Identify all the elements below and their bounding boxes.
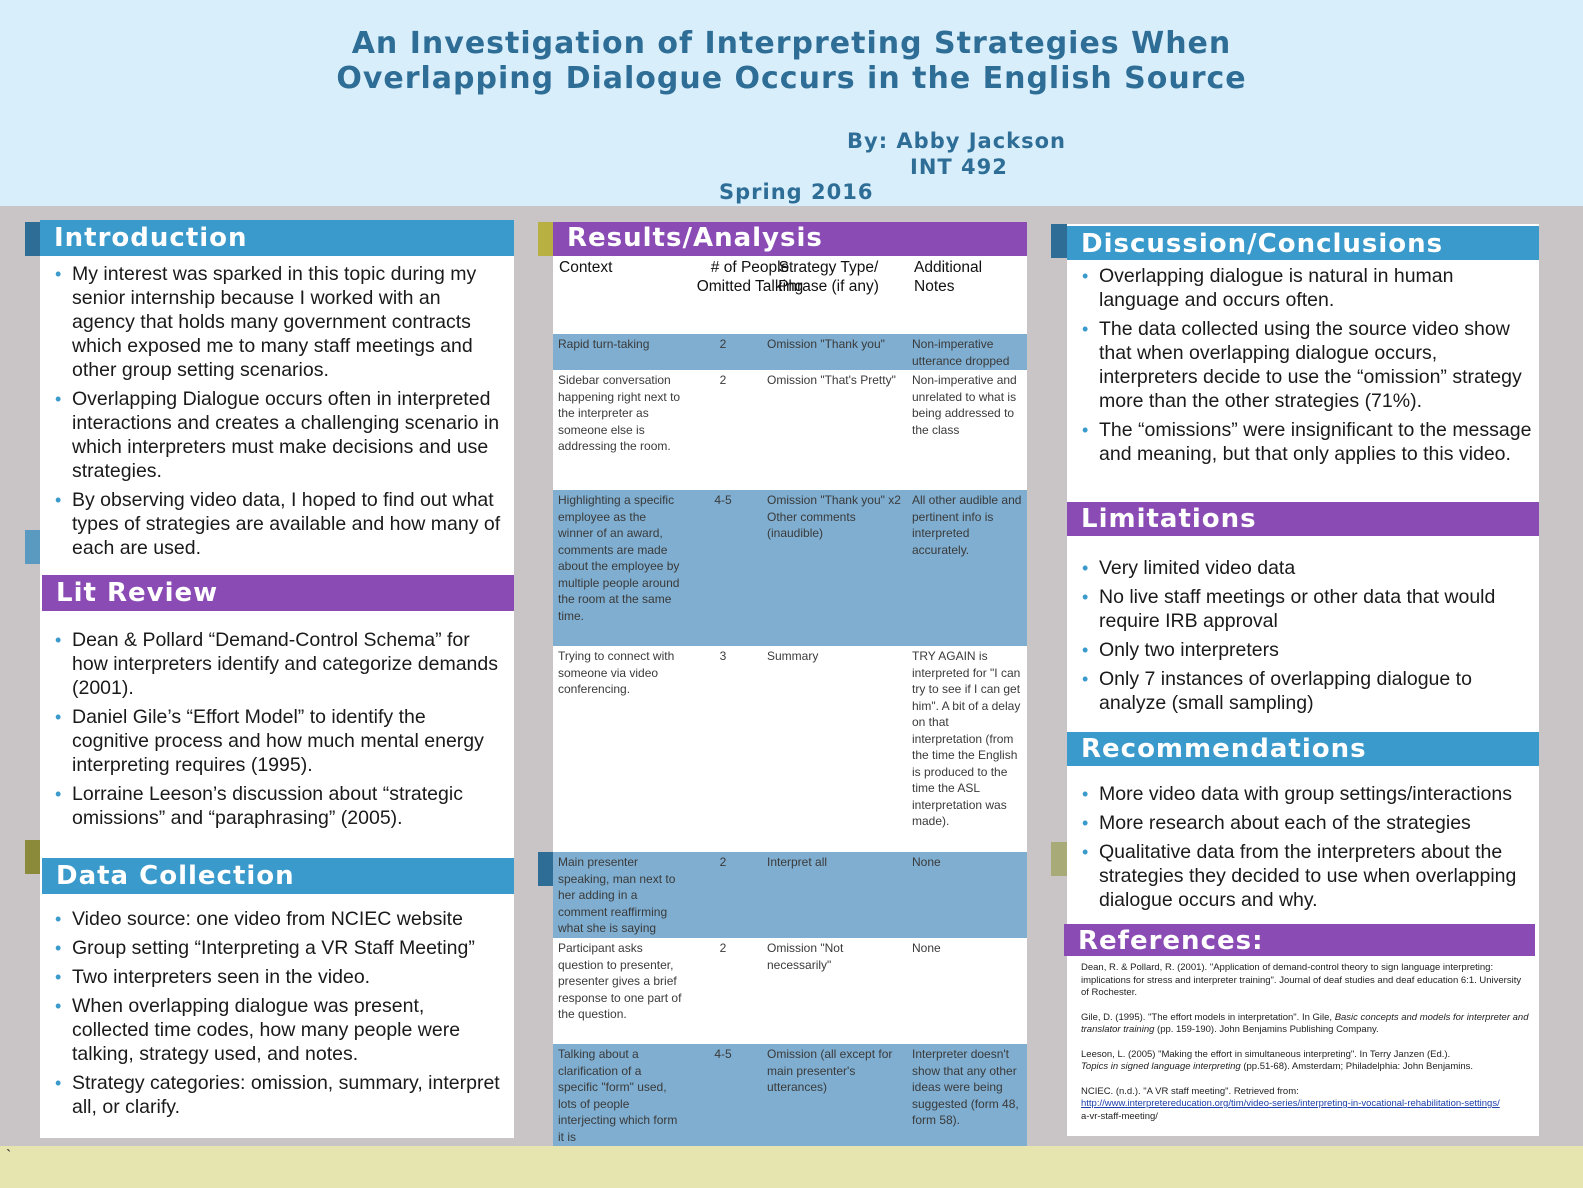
references-heading: References: <box>1064 924 1535 956</box>
recs-accent <box>1051 842 1067 876</box>
list-item: • Very limited video data <box>1069 556 1533 580</box>
recommendations-list <box>1069 782 1533 917</box>
cell-strategy: Omission "Not necessarily" <box>767 941 844 972</box>
cell-context: Main presenter speaking, man next to her adding in a comment reaffirming what she is saying <box>558 855 676 935</box>
table-row <box>553 490 1027 646</box>
data-collection-list <box>42 907 502 1124</box>
col-header-strategy: Strategy Type/ Phrase (if any) <box>778 259 879 295</box>
cell-people: 2 <box>719 941 727 955</box>
poster-footer <box>0 1146 1583 1188</box>
cell-people: 2 <box>719 855 727 869</box>
reference-2: Gile, D. (1995). "The effort models in interpretation". In Gile, Basic concepts and models for interpreter and translator training (pp. 159-190). John Benjamins Publishing Company. <box>1081 1011 1529 1035</box>
discussion-accent <box>1051 224 1067 258</box>
table-row <box>553 1044 1027 1148</box>
table-row <box>553 334 1027 370</box>
cell-strategy: Omission "Thank you" x2 Other comments (inaudible) <box>767 493 901 540</box>
table-row <box>553 938 1027 1044</box>
col-header-notes: Additional Notes <box>914 259 983 295</box>
table-row <box>553 852 1027 938</box>
list-item: • When overlapping dialogue was present, collected time codes, how many people were talking, strategy used, and notes. <box>42 994 502 1066</box>
data-accent <box>25 840 41 874</box>
cell-strategy: Interpret all <box>767 855 828 869</box>
cell-strategy: Omission "That's Pretty" <box>767 373 896 387</box>
cell-notes: Non-imperative utterance dropped <box>912 337 1010 368</box>
cell-context: Participant asks question to presenter, presenter gives a brief response to one part of the question. <box>558 941 682 1021</box>
list-item: • More research about each of the strategies <box>1069 811 1533 835</box>
list-item: • No live staff meetings or other data that would require IRB approval <box>1069 585 1533 633</box>
list-item: • Strategy categories: omission, summary, interpret all, or clarify. <box>42 1071 502 1119</box>
cell-people: 2 <box>719 373 727 387</box>
cell-notes: All other audible and pertinent info is interpreted accurately. <box>912 493 1022 557</box>
limitations-heading: Limitations <box>1067 502 1539 536</box>
limitations-list <box>1069 556 1533 720</box>
introduction-heading: Introduction <box>40 220 514 256</box>
list-item: • Dean & Pollard “Demand-Control Schema” for how interpreters identify and categorize demands (2001). <box>42 628 502 700</box>
list-item: • Video source: one video from NCIEC website <box>42 907 502 931</box>
poster-title-line-1: An Investigation of Interpreting Strategies When <box>351 26 1232 61</box>
term: Spring 2016 <box>719 180 874 204</box>
list-item: • Overlapping Dialogue occurs often in interpreted interactions and creates a challenging scenario in which interpreters must make decisions and use strategies. <box>42 387 502 483</box>
recommendations-heading: Recommendations <box>1067 732 1539 766</box>
list-item: • Daniel Gile’s “Effort Model” to identify the cognitive process and how much mental energy interpreting requires (1995). <box>42 705 502 777</box>
table-row <box>553 370 1027 490</box>
cell-strategy: Omission "Thank you" <box>767 337 885 351</box>
footer-mark: ` <box>6 1148 12 1165</box>
list-item: • The “omissions” were insignificant to the message and meaning, but that only applies to this video. <box>1069 418 1533 466</box>
reference-4: NCIEC. (n.d.). "A VR staff meeting". Retrieved from: http://www.interpretereducation.org/tim/video-series/interpreting-in-vocational-rehabilitation-settings/ a-vr-staff-meeting/ <box>1081 1085 1500 1122</box>
list-item: • Overlapping dialogue is natural in human language and occurs often. <box>1069 264 1533 312</box>
cell-context: Trying to connect with someone via video conferencing. <box>558 649 675 696</box>
lit-review-heading: Lit Review <box>42 575 514 611</box>
results-heading: Results/Analysis <box>553 222 1027 256</box>
cell-notes: TRY AGAIN is interpreted for "I can try to see if I can get him". A bit of a delay on that interpretation (from the time the English is produced to the time the ASL interpretation was made). <box>912 649 1021 828</box>
cell-context: Talking about a clarification of a specific "form" used, lots of people interjecting which form it is <box>558 1047 678 1144</box>
col-header-people: # of People Omitted Talking <box>696 259 804 295</box>
cell-context: Highlighting a specific employee as the winner of an award, comments are made about the employee by multiple people around the room at the same time. <box>558 493 680 623</box>
introduction-list <box>42 262 502 565</box>
reference-link[interactable]: http://www.interpretereducation.org/tim/video-series/interpreting-in-vocational-rehabilitation-settings/ <box>1081 1098 1500 1109</box>
list-item: • Two interpreters seen in the video. <box>42 965 502 989</box>
list-item: • The data collected using the source video show that when overlapping dialogue occurs, interpreters decide to use the “omission” strategy more than the other strategies (71%). <box>1069 317 1533 413</box>
lit-review-list <box>42 628 502 835</box>
cell-notes: None <box>912 855 941 869</box>
list-item: • Lorraine Leeson’s discussion about “strategic omissions” and “paraphrasing” (2005). <box>42 782 502 830</box>
cell-notes: Interpreter doesn't show that any other ideas were being suggested (form 48, form 58). <box>912 1047 1019 1127</box>
list-item: • My interest was sparked in this topic during my senior internship because I worked with an agency that holds many government contracts which exposed me to many staff meetings and other group setting scenarios. <box>42 262 502 382</box>
cell-people: 2 <box>719 337 727 351</box>
results-accent <box>538 222 554 256</box>
cell-people: 4-5 <box>714 1047 732 1061</box>
reference-1: Dean, R. & Pollard, R. (2001). "Application of demand-control theory to sign language interpreting: implications for stress and interpreter training". Journal of deaf studies and deaf education 6:1. University of Rochester. <box>1081 962 1522 998</box>
cell-people: 3 <box>719 649 727 663</box>
poster-title-line-2: Overlapping Dialogue Occurs in the English Source <box>336 61 1247 96</box>
cell-context: Sidebar conversation happening right next to the interpreter as someone else is addressing the room. <box>558 373 681 453</box>
table-row <box>553 646 1027 852</box>
lit-accent <box>25 530 41 564</box>
course: INT 492 <box>910 155 1008 179</box>
references-list <box>1081 962 1531 1123</box>
cell-people: 4-5 <box>714 493 732 507</box>
cell-notes: Non-imperative and unrelated to what is being addressed to the class <box>912 373 1017 437</box>
cell-strategy: Omission (all except for main presenter's utterances) <box>767 1047 893 1094</box>
cell-notes: None <box>912 941 941 955</box>
list-item: • Qualitative data from the interpreters about the strategies they decided to use when overlapping dialogue occurs and why. <box>1069 840 1533 912</box>
list-item: • Only 7 instances of overlapping dialogue to analyze (small sampling) <box>1069 667 1533 715</box>
discussion-heading: Discussion/Conclusions <box>1067 226 1539 260</box>
cell-strategy: Summary <box>767 649 819 663</box>
reference-3: Leeson, L. (2005) "Making the effort in simultaneous interpreting". In Terry Janzen (Ed.). Topics in signed language interpreting (pp.51-68). Amsterdam; Philadelphia: John Benjamins. <box>1081 1048 1474 1072</box>
cell-context: Rapid turn-taking <box>558 337 650 351</box>
list-item: • More video data with group settings/interactions <box>1069 782 1533 806</box>
col-header-context: Context <box>559 259 613 276</box>
list-item: • Group setting “Interpreting a VR Staff Meeting” <box>42 936 502 960</box>
author: By: Abby Jackson <box>847 129 1066 153</box>
data-collection-heading: Data Collection <box>42 858 514 894</box>
list-item: • By observing video data, I hoped to find out what types of strategies are available and how many of each are used. <box>42 488 502 560</box>
intro-accent <box>25 222 41 256</box>
discussion-list <box>1069 264 1533 471</box>
results-accent-2 <box>538 852 554 886</box>
list-item: • Only two interpreters <box>1069 638 1533 662</box>
